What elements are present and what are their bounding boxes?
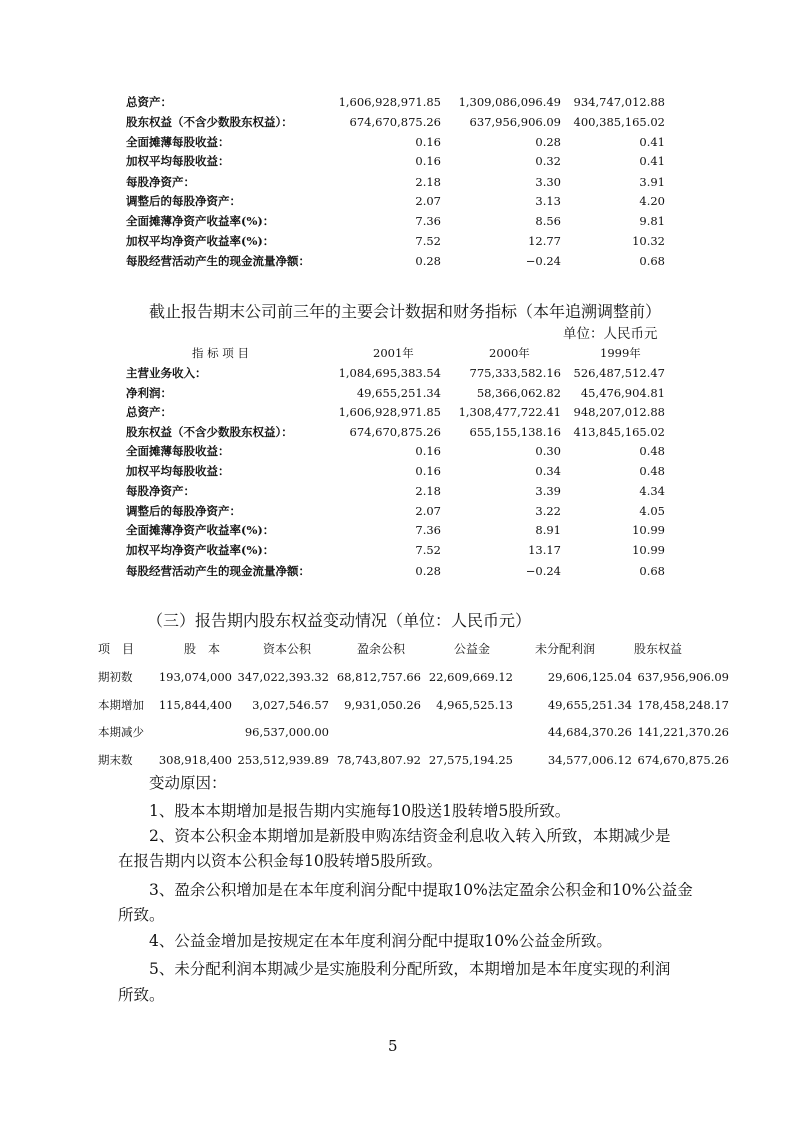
- header-item: 项 目: [98, 642, 135, 656]
- cell-welfare-fund: 22,609,669.12: [428, 670, 513, 684]
- reason-line: 所致。: [118, 986, 165, 1004]
- row-label: 主营业务收入：: [126, 366, 207, 380]
- cell-share-capital: 308,918,400: [158, 753, 232, 767]
- row-label: 每股净资产：: [126, 484, 195, 498]
- reason-line: 1、股本本期增加是报告期内实施每10股送1股转增5股所致。: [149, 802, 571, 820]
- value-2001: 0.16: [415, 135, 441, 149]
- value-2001: 7.36: [415, 214, 441, 228]
- value-1999: 10.99: [632, 523, 665, 537]
- table-row: [0, 721, 794, 743]
- value-2001: 7.36: [415, 523, 441, 537]
- table-header: [0, 638, 794, 660]
- value-2001: 0.16: [415, 464, 441, 478]
- cell-undistributed-profit: 49,655,251.34: [547, 698, 632, 712]
- page-number: 5: [388, 1037, 398, 1055]
- value-1999: 400,385,165.02: [573, 115, 665, 129]
- row-label: 股东权益（不含少数股东权益）：: [126, 115, 293, 129]
- header-share-capital: 股 本: [184, 642, 221, 656]
- table-row: [0, 251, 794, 271]
- row-label: 加权平均每股收益：: [126, 154, 230, 168]
- row-label: 全面摊薄净资产收益率(%)：: [126, 214, 275, 228]
- cell-welfare-fund: 27,575,194.25: [428, 753, 513, 767]
- row-label: 本期增加: [98, 698, 144, 712]
- header-2000: 2000年: [489, 346, 530, 360]
- value-2000: 1,309,086,096.49: [458, 95, 561, 109]
- table-row: [0, 172, 794, 192]
- value-1999: 0.68: [639, 254, 665, 268]
- value-1999: 526,487,512.47: [573, 366, 665, 380]
- row-label: 每股净资产：: [126, 175, 195, 189]
- table-row: [0, 561, 794, 581]
- row-label: 每股经营活动产生的现金流量净额：: [126, 254, 310, 268]
- value-2000: 775,333,582.16: [469, 366, 561, 380]
- value-1999: 0.48: [639, 464, 665, 478]
- row-label: 每股经营活动产生的现金流量净额：: [126, 564, 310, 578]
- table-row: [0, 363, 794, 383]
- table-row: [0, 402, 794, 422]
- table-row: [0, 520, 794, 540]
- cell-surplus-reserve: 78,743,807.92: [336, 753, 421, 767]
- table-row: [0, 132, 794, 152]
- value-1999: 0.68: [639, 564, 665, 578]
- value-2000: 655,155,138.16: [469, 425, 561, 439]
- value-2000: 0.28: [535, 135, 561, 149]
- value-1999: 9.81: [639, 214, 665, 228]
- value-1999: 934,747,012.88: [573, 95, 665, 109]
- cell-share-capital: 193,074,000: [158, 670, 232, 684]
- value-2000: 0.30: [535, 444, 561, 458]
- table-row: [0, 383, 794, 403]
- cell-welfare-fund: 4,965,525.13: [436, 698, 513, 712]
- value-2000: 0.34: [535, 464, 561, 478]
- cell-undistributed-profit: 29,606,125.04: [547, 670, 632, 684]
- row-label: 全面摊薄每股收益：: [126, 135, 230, 149]
- value-2000: 3.22: [535, 504, 561, 518]
- header-item: 指 标 项 目: [192, 346, 249, 360]
- value-2000: 13.17: [528, 543, 561, 557]
- table-row: [0, 112, 794, 132]
- value-1999: 4.20: [639, 194, 665, 208]
- cell-capital-reserve: 96,537,000.00: [244, 725, 329, 739]
- row-label: 全面摊薄每股收益：: [126, 444, 230, 458]
- cell-capital-reserve: 253,512,939.89: [237, 753, 329, 767]
- table-title: 截止报告期末公司前三年的主要会计数据和财务指标（本年追溯调整前）: [149, 302, 662, 321]
- row-label: 总资产：: [126, 95, 172, 109]
- value-2000: 8.91: [535, 523, 561, 537]
- table-row: [0, 422, 794, 442]
- cell-capital-reserve: 347,022,393.32: [237, 670, 329, 684]
- row-label: 加权平均净资产收益率(%)：: [126, 543, 275, 557]
- row-label: 期末数: [98, 753, 133, 767]
- header-undistributed-profit: 未分配利润: [535, 642, 596, 656]
- cell-undistributed-profit: 34,577,006.12: [547, 753, 632, 767]
- value-2001: 2.07: [415, 194, 441, 208]
- header-capital-reserve: 资本公积: [263, 642, 312, 656]
- table-row: [0, 211, 794, 231]
- cell-shareholders-equity: 674,670,875.26: [637, 753, 729, 767]
- table-row: [0, 231, 794, 251]
- value-1999: 45,476,904.81: [580, 386, 665, 400]
- cell-shareholders-equity: 637,956,906.09: [637, 670, 729, 684]
- unit-label: 单位：人民币元: [563, 326, 658, 342]
- value-1999: 10.32: [632, 234, 665, 248]
- value-2001: 7.52: [415, 543, 441, 557]
- value-1999: 0.41: [639, 135, 665, 149]
- value-2001: 7.52: [415, 234, 441, 248]
- row-label: 期初数: [98, 670, 133, 684]
- section-title: （三）报告期内股东权益变动情况（单位：人民币元）: [147, 611, 532, 630]
- value-2001: 1,606,928,971.85: [338, 405, 441, 419]
- row-label: 加权平均净资产收益率(%)：: [126, 234, 275, 248]
- row-label: 全面摊薄净资产收益率(%)：: [126, 523, 275, 537]
- table-row: [0, 501, 794, 521]
- value-2001: 2.18: [415, 484, 441, 498]
- value-2001: 674,670,875.26: [349, 425, 441, 439]
- reason-line: 4、公益金增加是按规定在本年度利润分配中提取10%公益金所致。: [149, 932, 612, 950]
- table-row: [0, 749, 794, 771]
- cell-shareholders-equity: 178,458,248.17: [637, 698, 729, 712]
- table-row: [0, 694, 794, 716]
- reasons-heading: 变动原因：: [149, 774, 227, 792]
- table-row: [0, 540, 794, 560]
- value-1999: 0.41: [639, 154, 665, 168]
- value-2000: 1,308,477,722.41: [458, 405, 561, 419]
- value-2001: 1,084,695,383.54: [338, 366, 441, 380]
- row-label: 股东权益（不含少数股东权益）：: [126, 425, 293, 439]
- cell-surplus-reserve: 9,931,050.26: [344, 698, 421, 712]
- value-2000: −0.24: [525, 254, 561, 268]
- value-2001: 0.16: [415, 444, 441, 458]
- table-row: [0, 666, 794, 688]
- value-2001: 0.16: [415, 154, 441, 168]
- value-2001: 0.28: [415, 564, 441, 578]
- reason-line: 2、资本公积金本期增加是新股申购冻结资金利息收入转入所致，本期减少是: [149, 827, 671, 845]
- value-2001: 2.07: [415, 504, 441, 518]
- value-2000: 3.13: [535, 194, 561, 208]
- reason-line: 5、未分配利润本期减少是实施股利分配所致，本期增加是本年度实现的利润: [149, 960, 671, 978]
- row-label: 调整后的每股净资产：: [126, 504, 241, 518]
- value-2000: −0.24: [525, 564, 561, 578]
- value-2000: 3.39: [535, 484, 561, 498]
- cell-share-capital: 115,844,400: [158, 698, 232, 712]
- reason-line: 3、盈余公积增加是在本年度利润分配中提取10%法定盈余公积金和10%公益金: [149, 881, 693, 899]
- header-2001: 2001年: [373, 346, 414, 360]
- value-1999: 413,845,165.02: [573, 425, 665, 439]
- value-2000: 0.32: [535, 154, 561, 168]
- table-row: [0, 151, 794, 171]
- value-1999: 10.99: [632, 543, 665, 557]
- value-1999: 948,207,012.88: [573, 405, 665, 419]
- value-2000: 637,956,906.09: [469, 115, 561, 129]
- row-label: 加权平均每股收益：: [126, 464, 230, 478]
- table-row: [0, 461, 794, 481]
- table-row: [0, 92, 794, 112]
- row-label: 调整后的每股净资产：: [126, 194, 241, 208]
- value-2001: 674,670,875.26: [349, 115, 441, 129]
- header-welfare-fund: 公益金: [454, 642, 491, 656]
- value-2000: 58,366,062.82: [476, 386, 561, 400]
- value-1999: 3.91: [639, 175, 665, 189]
- cell-surplus-reserve: 68,812,757.66: [336, 670, 421, 684]
- row-label: 总资产：: [126, 405, 172, 419]
- value-2001: 0.28: [415, 254, 441, 268]
- cell-capital-reserve: 3,027,546.57: [252, 698, 329, 712]
- table-row: [0, 191, 794, 211]
- value-2000: 12.77: [528, 234, 561, 248]
- reason-line: 所致。: [118, 906, 165, 924]
- header-shareholders-equity: 股东权益: [634, 642, 683, 656]
- header-surplus-reserve: 盈余公积: [357, 642, 406, 656]
- cell-shareholders-equity: 141,221,370.26: [637, 725, 729, 739]
- row-label: 本期减少: [98, 725, 144, 739]
- cell-undistributed-profit: 44,684,370.26: [547, 725, 632, 739]
- value-2000: 3.30: [535, 175, 561, 189]
- reason-line: 在报告期内以资本公积金每10股转增5股所致。: [118, 852, 443, 870]
- value-2000: 8.56: [535, 214, 561, 228]
- table-row: [0, 441, 794, 461]
- value-1999: 4.34: [639, 484, 665, 498]
- row-label: 净利润：: [126, 386, 172, 400]
- table-row: [0, 481, 794, 501]
- value-1999: 0.48: [639, 444, 665, 458]
- value-1999: 4.05: [639, 504, 665, 518]
- value-2001: 1,606,928,971.85: [338, 95, 441, 109]
- value-2001: 49,655,251.34: [356, 386, 441, 400]
- value-2001: 2.18: [415, 175, 441, 189]
- header-1999: 1999年: [600, 346, 641, 360]
